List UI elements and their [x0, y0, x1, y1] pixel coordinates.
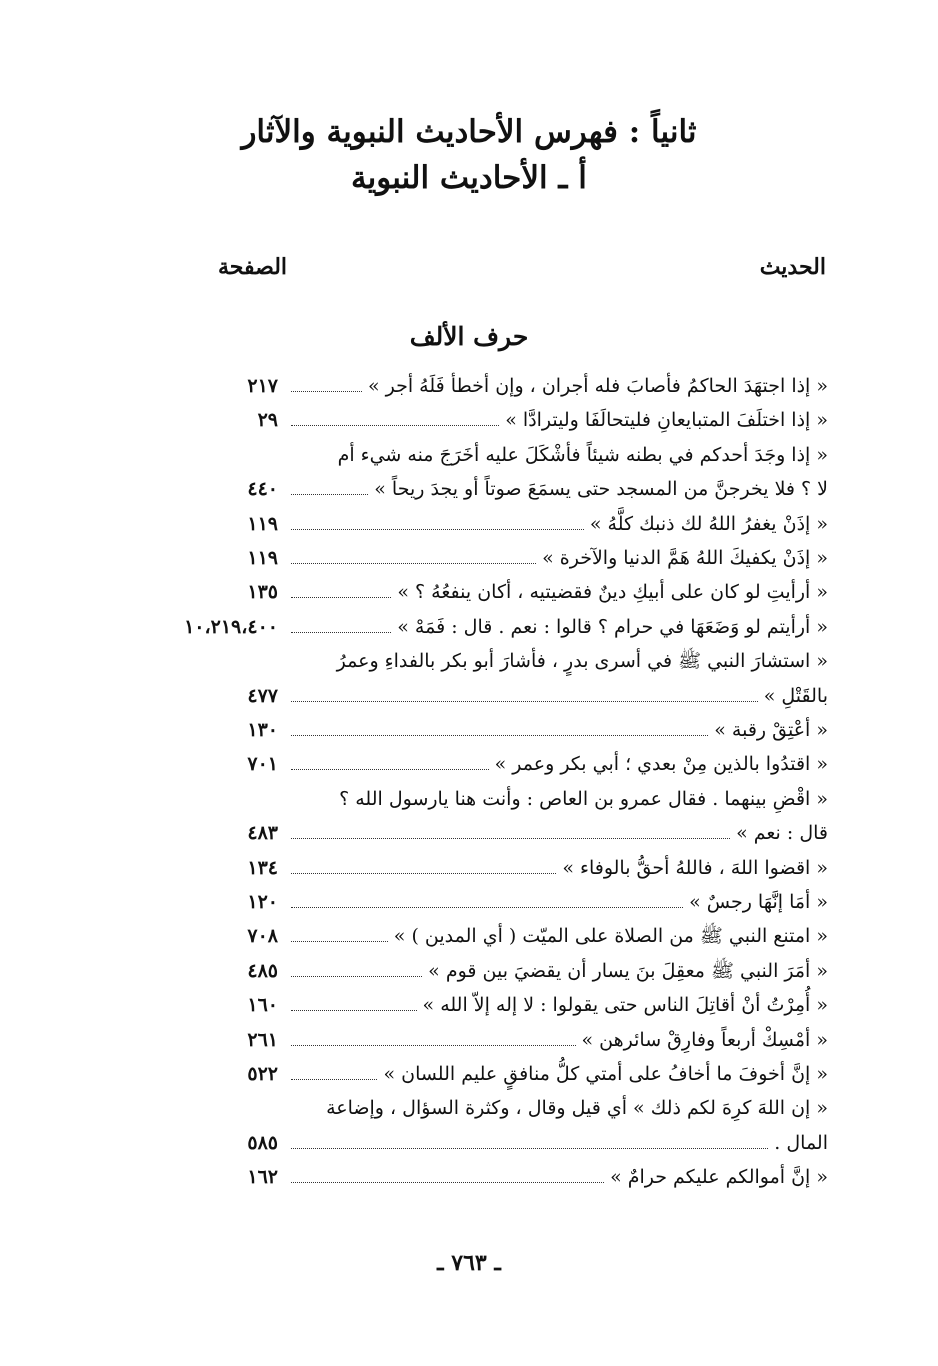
hadith-text: « إذا اجتهَدَ الحاكمُ فأصابَ فله أجران ، وإن أخطأ فَلَهُ أجر »: [367, 375, 828, 397]
hadith-text: المال .: [774, 1132, 828, 1154]
index-entry: [285, 471, 828, 507]
page-reference: ٤٨٥: [247, 960, 278, 982]
index-title: ثانياً : فهرس الأحاديث النبوية والآثار: [241, 114, 697, 150]
page-reference: ١٦٠: [247, 994, 278, 1016]
index-entry: [285, 953, 828, 989]
page-reference: ٤٧٧: [247, 685, 278, 707]
index-entry: [285, 506, 828, 542]
dot-leader: [291, 1160, 604, 1183]
index-entry-continued: [285, 1090, 828, 1126]
index-entry: [285, 918, 828, 954]
index-entry: [285, 1056, 828, 1092]
dot-leader: [291, 369, 362, 392]
hadith-text: « أرأيتِ لو كان على أبيكِ دينٌ فقضيتيه ، أكان ينفعُهُ ؟ »: [397, 581, 828, 603]
hadith-index-list: [0, 368, 938, 1228]
index-entry: [285, 574, 828, 610]
dot-leader: [291, 1023, 576, 1046]
index-subtitle: أ ـ الأحاديث النبوية: [351, 160, 587, 196]
page-reference: ٤٤٠: [247, 478, 278, 500]
page-number: ـ ٧٦٣ ـ: [437, 1250, 501, 1276]
index-entry: [285, 540, 828, 576]
dot-leader: [291, 919, 388, 942]
hadith-text: « أمْسِكْ أربعاً وفارِقْ سائرهن »: [581, 1029, 828, 1051]
page-reference: ٢٩: [257, 409, 278, 431]
dot-leader: [291, 988, 417, 1011]
index-entry: [285, 850, 828, 886]
hadith-text: « استشارَ النبي ﷺ في أسرى بدرٍ ، فأشارَ أبو بكر بالفداءِ وعمرُ: [336, 650, 828, 672]
index-entry: [285, 712, 828, 748]
index-entry: [285, 678, 828, 714]
hadith-text: بالقَتْلِ »: [763, 685, 828, 707]
dot-leader: [291, 747, 489, 770]
index-entry-continued: [285, 781, 828, 817]
page-column-header: الصفحة: [218, 254, 288, 280]
index-entry: [285, 884, 828, 920]
hadith-text: « إنَّ أموالكم عليكم حرامٌ »: [610, 1166, 828, 1188]
dot-leader: [291, 403, 499, 426]
index-entry: [285, 1125, 828, 1161]
page-reference: ١٣٤: [247, 857, 278, 879]
page-reference: ١٣٥: [247, 581, 278, 603]
hadith-column-header: الحديث: [759, 254, 826, 280]
dot-leader: [291, 1126, 768, 1149]
page-reference: ٥٢٢: [247, 1063, 278, 1085]
dot-leader: [291, 954, 422, 977]
hadith-text: « إنَّ أخوفَ ما أخافُ على أمتي كلُّ منافقٍ عليم اللسان »: [383, 1063, 828, 1085]
dot-leader: [291, 1057, 377, 1080]
index-entry: [285, 815, 828, 851]
dot-leader: [291, 679, 758, 702]
hadith-text: « اقْضِ بينهما . فقال عمرو بن العاص : وأنت هنا يارسول الله ؟: [339, 788, 828, 810]
hadith-text: « إذَنْ يكفيكَ اللهُ هَمَّ الدنيا والآخرة »: [542, 547, 828, 569]
index-entry-continued: [285, 437, 828, 473]
hadith-text: « إذا اختلَفَ المتبايعانِ فليتحالَفَا وليترادَّا »: [505, 409, 828, 431]
page-reference: ٧٠٨: [247, 925, 278, 947]
index-entry: [285, 368, 828, 404]
hadith-text: لا ؟ فلا يخرجنَّ من المسجد حتى يسمَعَ صوتاً أو يجدَ ريحاً »: [374, 478, 828, 500]
section-heading: حرف الألف: [409, 322, 529, 351]
page-reference: ١٠،٢١٩،٤٠٠: [184, 616, 278, 638]
hadith-text: « اقتدُوا بالذين مِنْ بعدي ؛ أبي بكر وعمر »: [494, 753, 828, 775]
page-reference: ٤٨٣: [247, 822, 278, 844]
dot-leader: [291, 885, 683, 908]
page-reference: ١٣٠: [247, 719, 278, 741]
page-reference: ١١٩: [247, 513, 278, 535]
hadith-text: « اقضوا اللهَ ، فاللهُ أحقُّ بالوفاء »: [562, 857, 828, 879]
dot-leader: [291, 507, 584, 530]
dot-leader: [291, 816, 730, 839]
hadith-text: « أمَا إنَّهَا رجسٌ »: [689, 891, 828, 913]
index-entry: [285, 1022, 828, 1058]
hadith-text: قال : نعم »: [736, 822, 828, 844]
hadith-text: « إن اللهَ كرِهَ لكم ذلك » أي قيل وقال ، وكثرة السؤال ، وإضاعة: [326, 1097, 828, 1119]
hadith-text: « امتنع النبي ﷺ من الصلاة على الميّت ( أي المدين ) »: [393, 925, 828, 947]
page-reference: ٢١٧: [247, 375, 278, 397]
hadith-text: « أمَرَ النبي ﷺ معقِلَ بنَ يسار أن يقضيَ بين قوم »: [428, 960, 828, 982]
dot-leader: [291, 575, 391, 598]
dot-leader: [291, 713, 708, 736]
hadith-text: « أُمِرْتُ أنْ أقاتِلَ الناس حتى يقولوا : لا إله إلاّ الله »: [422, 994, 828, 1016]
dot-leader: [291, 610, 391, 633]
page-reference: ٥٨٥: [247, 1132, 278, 1154]
index-entry: [285, 1159, 828, 1195]
dot-leader: [291, 541, 536, 564]
hadith-text: « إذَنْ يغفرُ اللهُ لك ذنبك كلَّهُ »: [589, 513, 828, 535]
page-reference: ٧٠١: [247, 753, 278, 775]
hadith-text: « أرأيتم لو وَضَعَهَا في حرام ؟ قالوا : نعم . قال : فَمَهْ »: [397, 616, 828, 638]
index-entry: [285, 746, 828, 782]
page-reference: ١٦٢: [247, 1166, 278, 1188]
index-entry: [285, 609, 828, 645]
page-reference: ٢٦١: [247, 1029, 278, 1051]
page-reference: ١٢٠: [247, 891, 278, 913]
index-entry: [285, 987, 828, 1023]
index-entry-continued: [285, 643, 828, 679]
index-entry: [285, 402, 828, 438]
hadith-text: « أعْتِقْ رقبة »: [714, 719, 828, 741]
hadith-text: « إذا وجَدَ أحدكم في بطنه شيئاً فأشْكَلَ عليه أخَرَجَ منه شيء أم: [337, 444, 828, 466]
dot-leader: [291, 851, 556, 874]
dot-leader: [291, 472, 368, 495]
page-reference: ١١٩: [247, 547, 278, 569]
